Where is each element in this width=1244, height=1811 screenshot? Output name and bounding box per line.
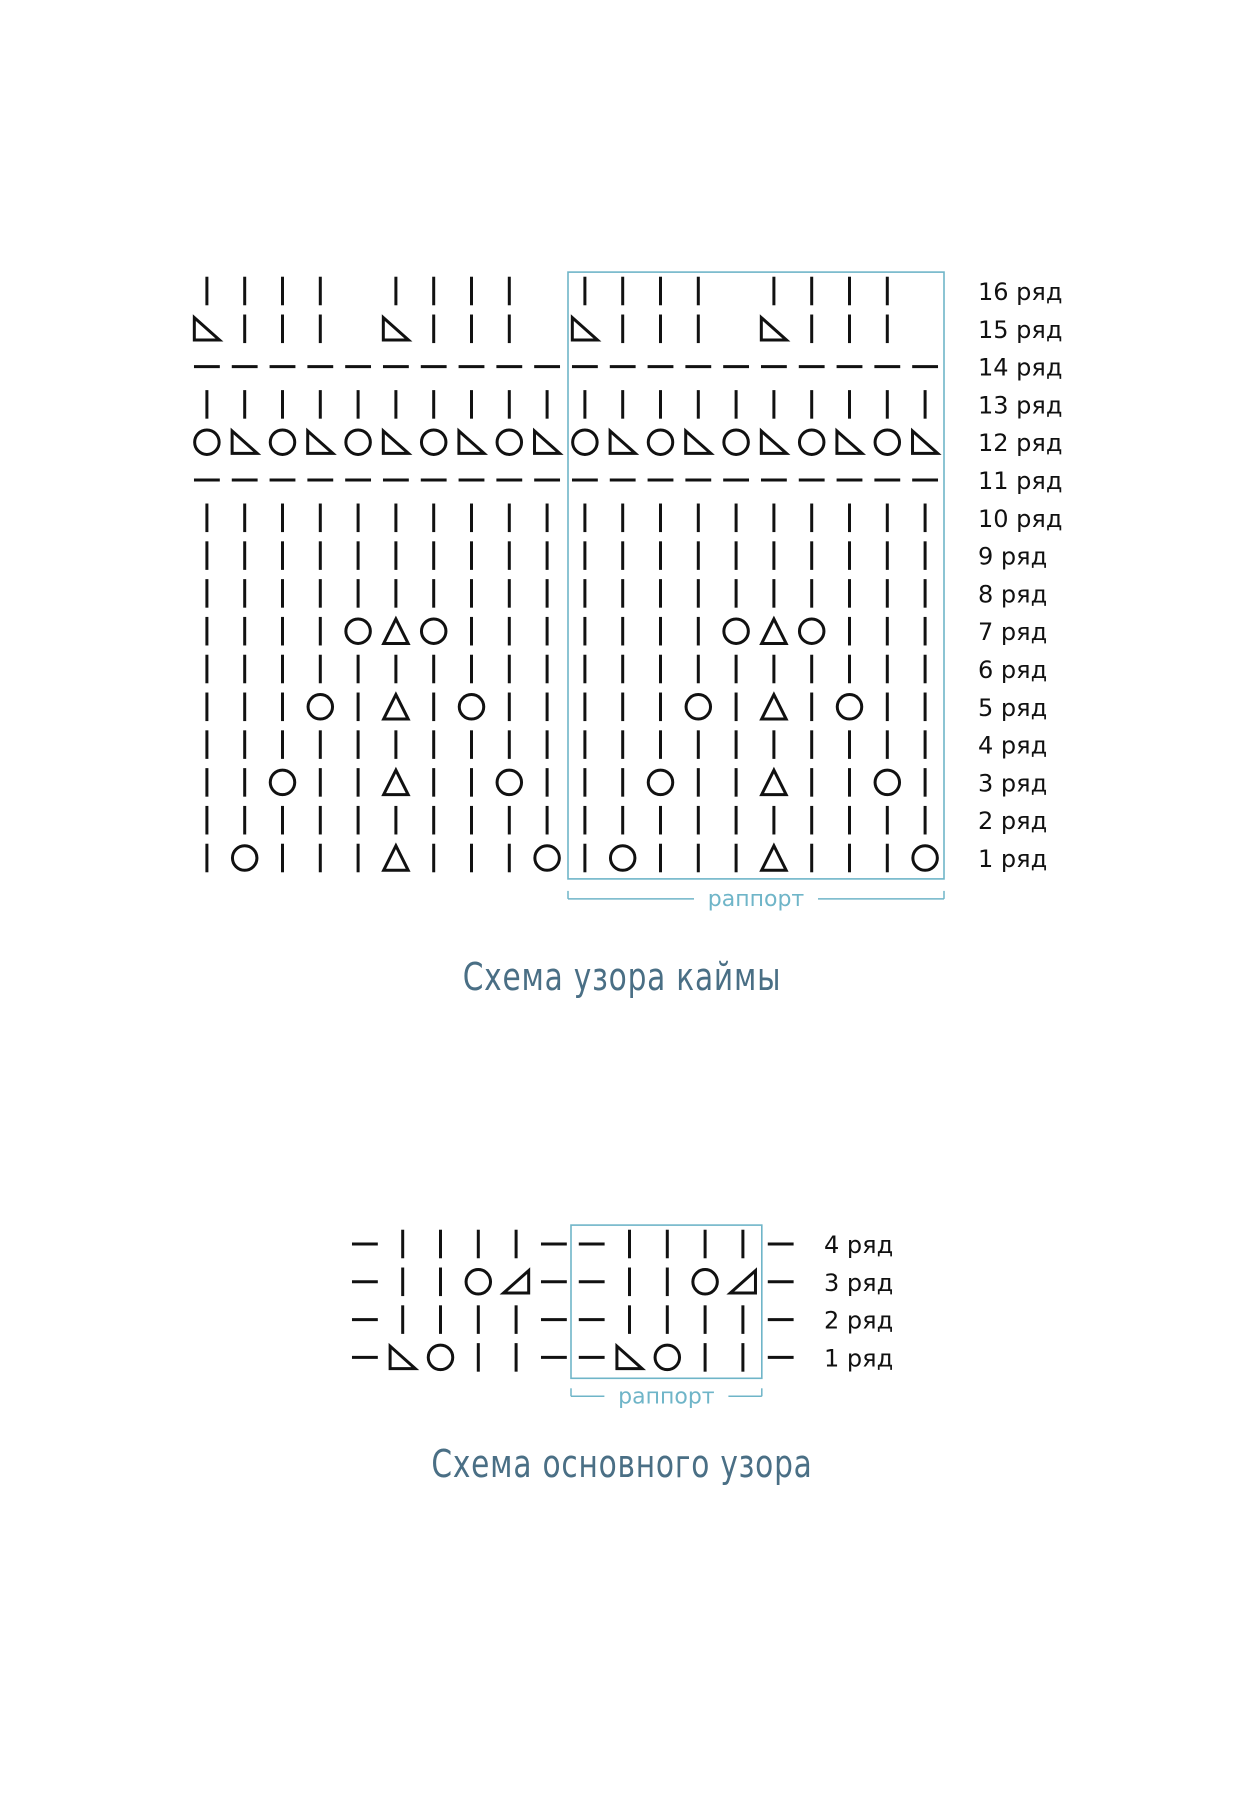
border-stitch-yarn-over [799, 619, 823, 643]
border-stitch-yarn-over [270, 770, 294, 794]
border-rapport-box [568, 272, 944, 879]
main-stitch-decrease-right [730, 1271, 755, 1293]
border-stitch-decrease-left [383, 318, 408, 340]
border-stitch-central-decrease [762, 695, 786, 719]
main-rapport-label: раппорт [618, 1384, 715, 1410]
border-row [207, 541, 1047, 570]
border-stitch-yarn-over [686, 695, 710, 719]
main-row [352, 1305, 893, 1334]
border-stitch-yarn-over [875, 770, 899, 794]
border-stitch-decrease-left [232, 431, 257, 453]
border-stitch-central-decrease [384, 695, 408, 719]
border-stitch-decrease-left [194, 318, 219, 340]
border-row [207, 806, 1047, 835]
border-row-label: 12 ряд [978, 429, 1063, 458]
main-row-label: 4 ряд [824, 1231, 894, 1259]
border-row [207, 730, 1047, 759]
border-row-label: 2 ряд [978, 807, 1048, 836]
border-stitch-decrease-left [686, 431, 711, 453]
border-stitch-central-decrease [384, 770, 408, 794]
main-stitch-decrease-right [504, 1271, 529, 1293]
border-stitch-yarn-over [195, 430, 219, 454]
border-row [207, 655, 1047, 684]
border-stitch-decrease-left [913, 431, 938, 453]
main-stitch-decrease-left [617, 1346, 642, 1368]
border-row [194, 354, 1062, 382]
border-stitch-yarn-over [799, 430, 823, 454]
border-stitch-central-decrease [762, 619, 786, 643]
border-stitch-decrease-left [535, 431, 560, 453]
border-stitch-yarn-over [610, 846, 634, 870]
border-row-label: 1 ряд [978, 845, 1048, 873]
border-stitch-decrease-left [761, 318, 786, 340]
main-chart [352, 1225, 893, 1409]
border-row-label: 5 ряд [978, 693, 1048, 722]
border-stitch-decrease-left [761, 431, 786, 453]
border-row [207, 693, 1047, 722]
border-row-label: 13 ряд [978, 391, 1063, 420]
border-stitch-yarn-over [270, 430, 294, 454]
border-stitch-yarn-over [573, 430, 597, 454]
main-stitch-decrease-left [390, 1346, 415, 1368]
border-stitch-yarn-over [346, 619, 370, 643]
main-row-label: 1 ряд [824, 1344, 894, 1373]
border-row [207, 617, 1047, 646]
main-row-label: 2 ряд [824, 1306, 894, 1335]
main-row [352, 1230, 893, 1259]
main-rapport-bracket [571, 1384, 762, 1409]
border-stitch-yarn-over [421, 619, 445, 643]
border-row [207, 579, 1047, 608]
border-stitch-yarn-over [421, 430, 445, 454]
border-row-label: 6 ряд [978, 656, 1048, 684]
border-stitch-central-decrease [762, 770, 786, 794]
border-stitch-yarn-over [875, 430, 899, 454]
border-row-label: 8 ряд [978, 580, 1048, 609]
border-stitch-central-decrease [384, 846, 408, 870]
border-row [207, 768, 1047, 797]
border-rapport-label: раппорт [707, 886, 805, 912]
border-chart [194, 272, 1062, 912]
main-stitch-yarn-over [693, 1270, 717, 1294]
main-row [352, 1343, 893, 1372]
main-row [352, 1268, 893, 1297]
border-stitch-yarn-over [497, 430, 521, 454]
border-stitch-yarn-over [724, 430, 748, 454]
border-row-label: 9 ряд [978, 542, 1048, 571]
main-row-label: 3 ряд [824, 1268, 894, 1297]
main-stitch-yarn-over [428, 1345, 452, 1369]
border-stitch-decrease-left [837, 431, 862, 453]
border-stitch-decrease-left [383, 431, 408, 453]
border-stitch-yarn-over [913, 846, 937, 870]
main-stitch-yarn-over [655, 1345, 679, 1369]
border-row [195, 429, 1063, 457]
border-stitch-decrease-left [572, 318, 597, 340]
border-stitch-yarn-over [308, 695, 332, 719]
border-row-label: 7 ряд [978, 618, 1048, 647]
border-row [207, 390, 1063, 419]
border-stitch-yarn-over [648, 430, 672, 454]
border-stitch-central-decrease [384, 619, 408, 643]
border-row [194, 467, 1062, 495]
border-row-label: 10 ряд [978, 504, 1063, 533]
main-chart-title: Схема основного узора [431, 1442, 813, 1486]
main-stitch-yarn-over [466, 1270, 490, 1294]
border-row-label: 11 ряд [978, 467, 1063, 495]
border-stitch-yarn-over [497, 770, 521, 794]
border-stitch-decrease-left [610, 431, 635, 453]
border-stitch-decrease-left [308, 431, 333, 453]
border-row-label: 4 ряд [978, 731, 1048, 760]
border-rapport-bracket [568, 887, 944, 912]
border-stitch-yarn-over [724, 619, 748, 643]
border-row [194, 315, 1062, 344]
border-row-label: 3 ряд [978, 769, 1048, 798]
border-row [207, 504, 1063, 533]
border-stitch-central-decrease [762, 846, 786, 870]
border-row [207, 844, 1047, 873]
border-row-label: 14 ряд [978, 353, 1063, 382]
border-stitch-yarn-over [535, 846, 559, 870]
border-stitch-yarn-over [346, 430, 370, 454]
border-stitch-yarn-over [837, 695, 861, 719]
border-stitch-yarn-over [648, 770, 672, 794]
border-stitch-yarn-over [459, 695, 483, 719]
border-row-label: 16 ряд [978, 278, 1063, 306]
border-row-label: 15 ряд [978, 315, 1063, 344]
border-stitch-decrease-left [459, 431, 484, 453]
border-row [207, 277, 1063, 306]
border-chart-title: Схема узора каймы [462, 955, 782, 999]
border-stitch-yarn-over [232, 846, 256, 870]
